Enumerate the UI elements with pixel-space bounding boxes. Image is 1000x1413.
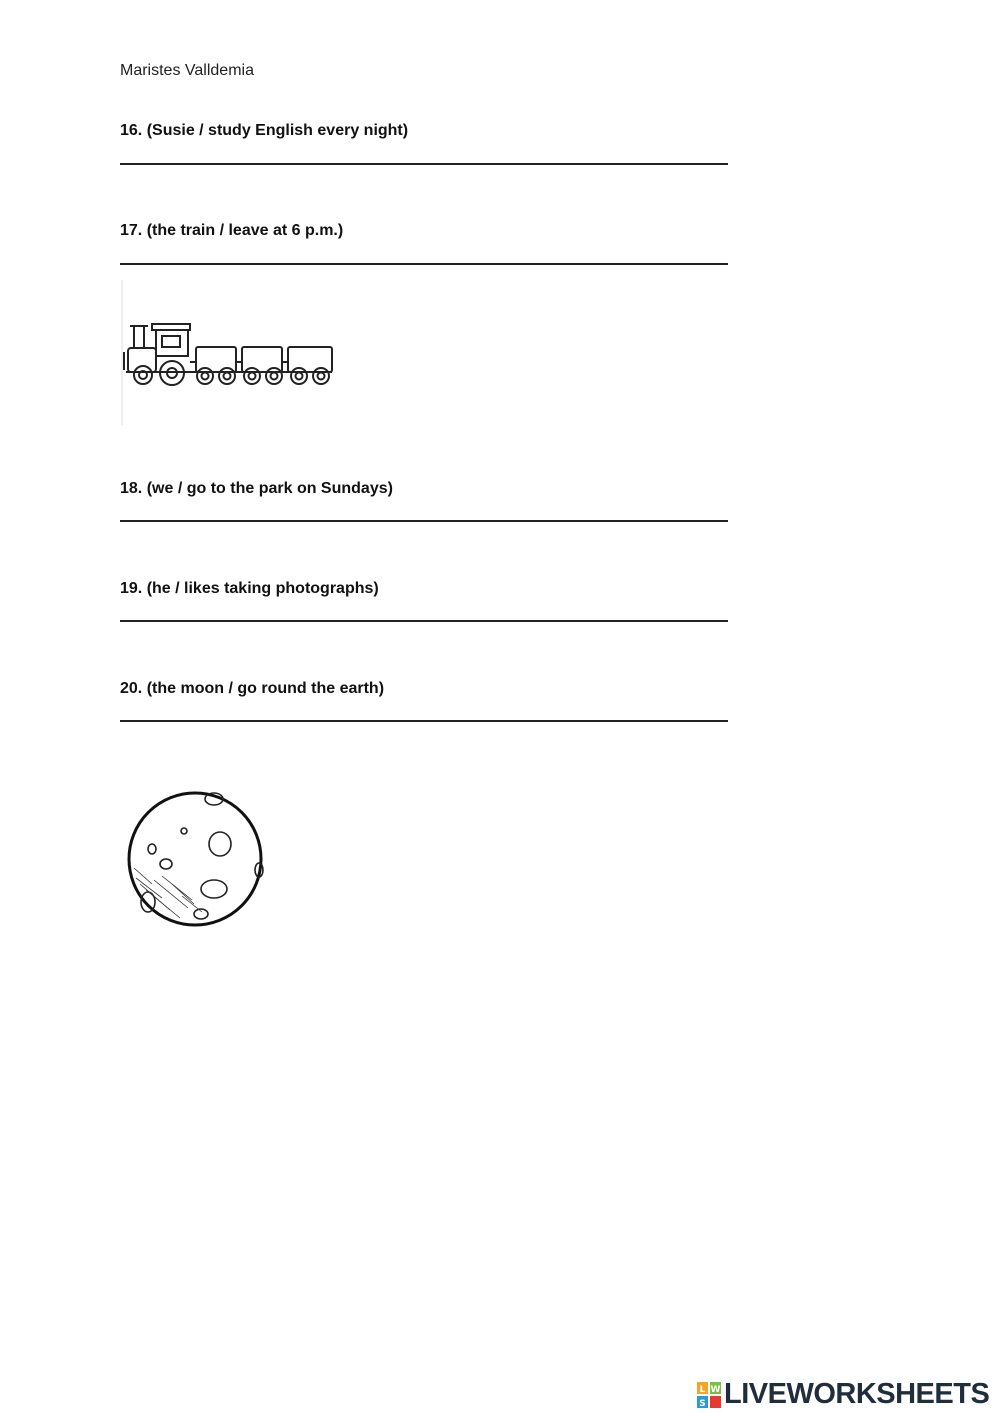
liveworksheets-logo [697, 1378, 989, 1411]
question-18-prompt: (we / go to the park on Sundays) [146, 480, 393, 497]
answer-line-18[interactable] [120, 520, 728, 522]
answer-line-17[interactable] [120, 263, 728, 265]
moon-illustration [122, 786, 268, 932]
school-name: Maristes Valldemia [120, 62, 254, 79]
liveworksheets-logo-icon [697, 1382, 721, 1408]
question-16-number: 16. [120, 122, 143, 139]
question-19-number: 19. [120, 580, 143, 597]
liveworksheets-logo-text: LIVEWORKSHEETS [724, 1378, 990, 1410]
answer-line-20[interactable] [120, 720, 728, 722]
question-16-prompt: (Susie / study English every night) [146, 122, 409, 139]
question-18 [120, 480, 393, 498]
question-17-number: 17. [120, 222, 143, 239]
question-19 [120, 580, 379, 598]
question-20-prompt: (the moon / go round the earth) [146, 680, 385, 697]
svg-text:S: S [699, 1398, 706, 1408]
answer-line-16[interactable] [120, 163, 728, 165]
question-17 [120, 222, 343, 240]
answer-line-19[interactable] [120, 620, 728, 622]
train-illustration [120, 280, 340, 425]
question-18-number: 18. [120, 480, 143, 497]
question-16 [120, 122, 408, 140]
question-20 [120, 680, 384, 698]
svg-text:L: L [699, 1384, 706, 1395]
question-20-number: 20. [120, 680, 143, 697]
question-17-prompt: (the train / leave at 6 p.m.) [146, 222, 344, 239]
svg-text:W: W [710, 1384, 721, 1395]
question-19-prompt: (he / likes taking photographs) [146, 580, 379, 597]
